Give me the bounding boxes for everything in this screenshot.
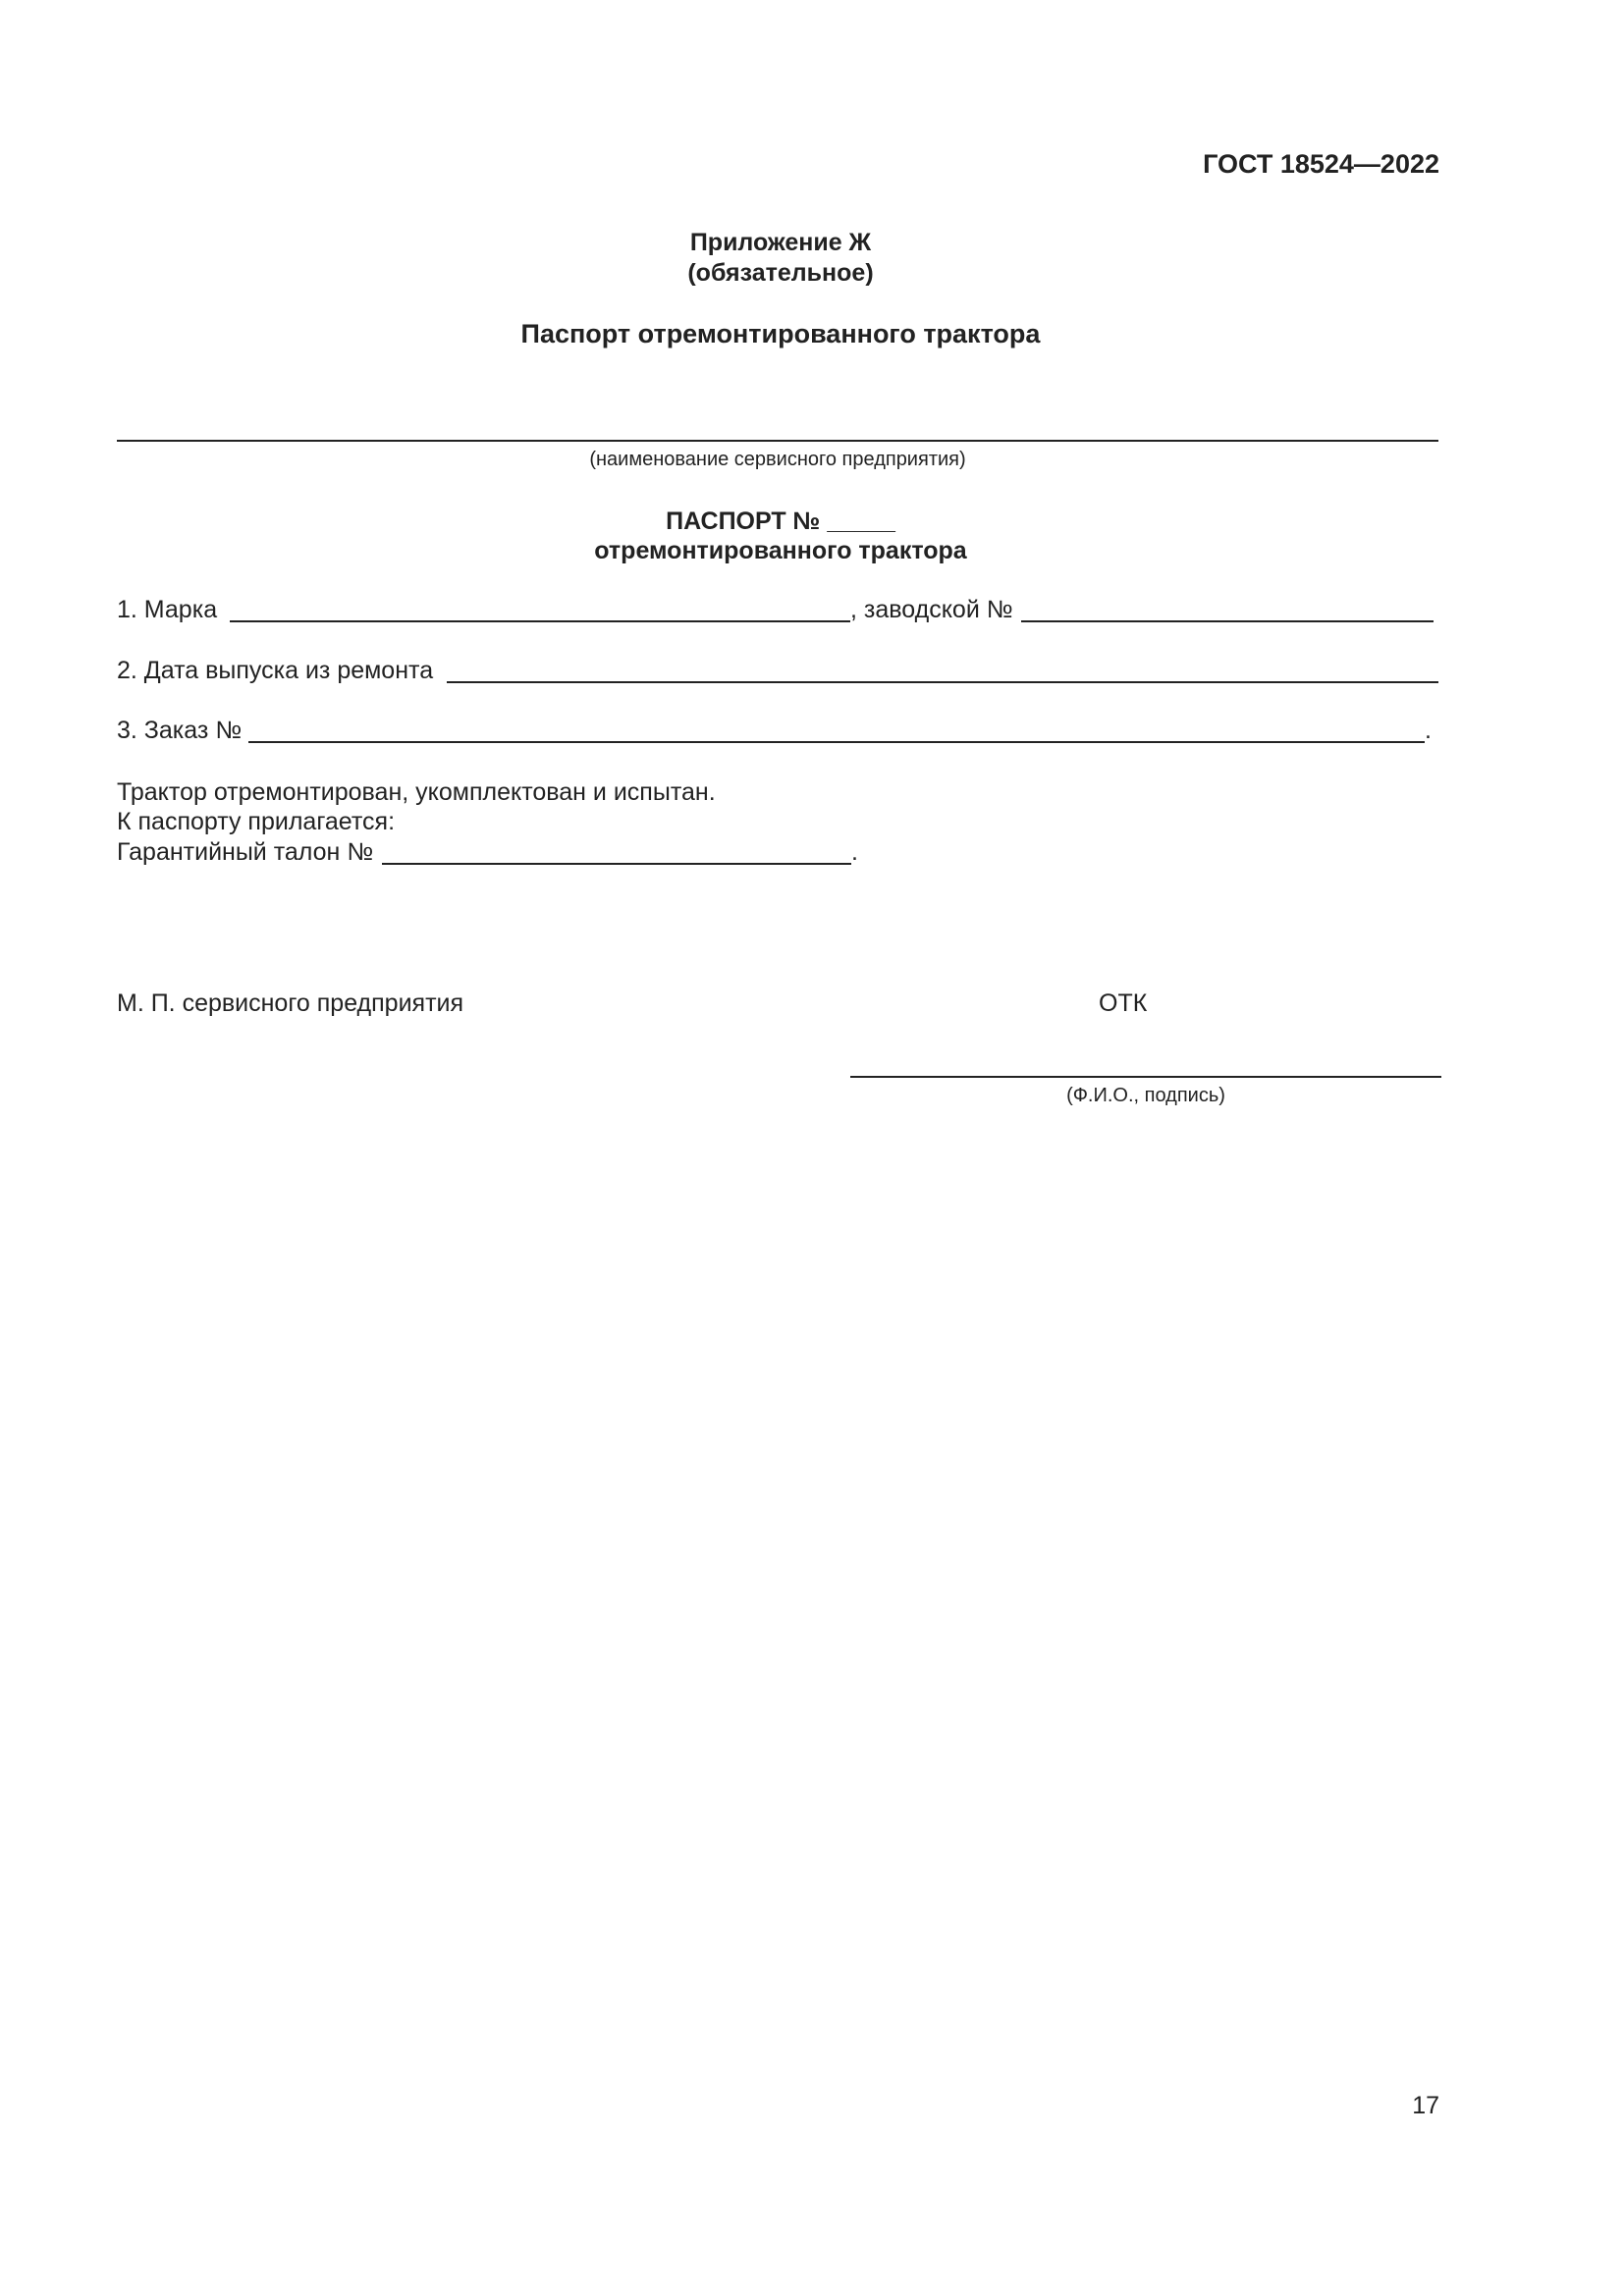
release-date-label: 2. Дата выпуска из ремонта	[117, 657, 434, 684]
warranty-label: Гарантийный талон №	[117, 838, 374, 866]
order-end: .	[1425, 717, 1432, 744]
order-field[interactable]	[248, 741, 1425, 743]
brand-field[interactable]	[230, 620, 850, 622]
brand-label: 1. Марка	[117, 596, 218, 623]
appendix-status: (обязательное)	[687, 259, 874, 287]
attached-label: К паспорту прилагается:	[117, 808, 396, 835]
factory-number-field[interactable]	[1021, 620, 1434, 622]
order-label: 3. Заказ №	[117, 717, 243, 744]
standard-code: ГОСТ 18524—2022	[1203, 149, 1439, 179]
factory-number-label: , заводской №	[850, 596, 1013, 623]
warranty-number-field[interactable]	[382, 863, 851, 865]
signature-field[interactable]	[850, 1076, 1441, 1078]
release-date-field[interactable]	[447, 681, 1438, 683]
passport-subtitle: отремонтированного трактора	[594, 537, 967, 564]
stamp-label: М. П. сервисного предприятия	[117, 989, 464, 1017]
enterprise-caption: (наименование сервисного предприятия)	[589, 449, 966, 470]
enterprise-name-field[interactable]	[117, 440, 1438, 442]
otk-label: ОТК	[1099, 989, 1148, 1017]
passport-title: ПАСПОРТ № _____	[666, 507, 895, 535]
appendix-title: Приложение Ж	[689, 229, 872, 256]
appendix-heading: Паспорт отремонтированного трактора	[520, 319, 1041, 348]
statement-text: Трактор отремонтирован, укомплектован и испытан.	[117, 778, 716, 806]
page-number: 17	[1412, 2092, 1439, 2119]
warranty-end: .	[851, 838, 858, 866]
signature-caption: (Ф.И.О., подпись)	[1066, 1085, 1225, 1106]
